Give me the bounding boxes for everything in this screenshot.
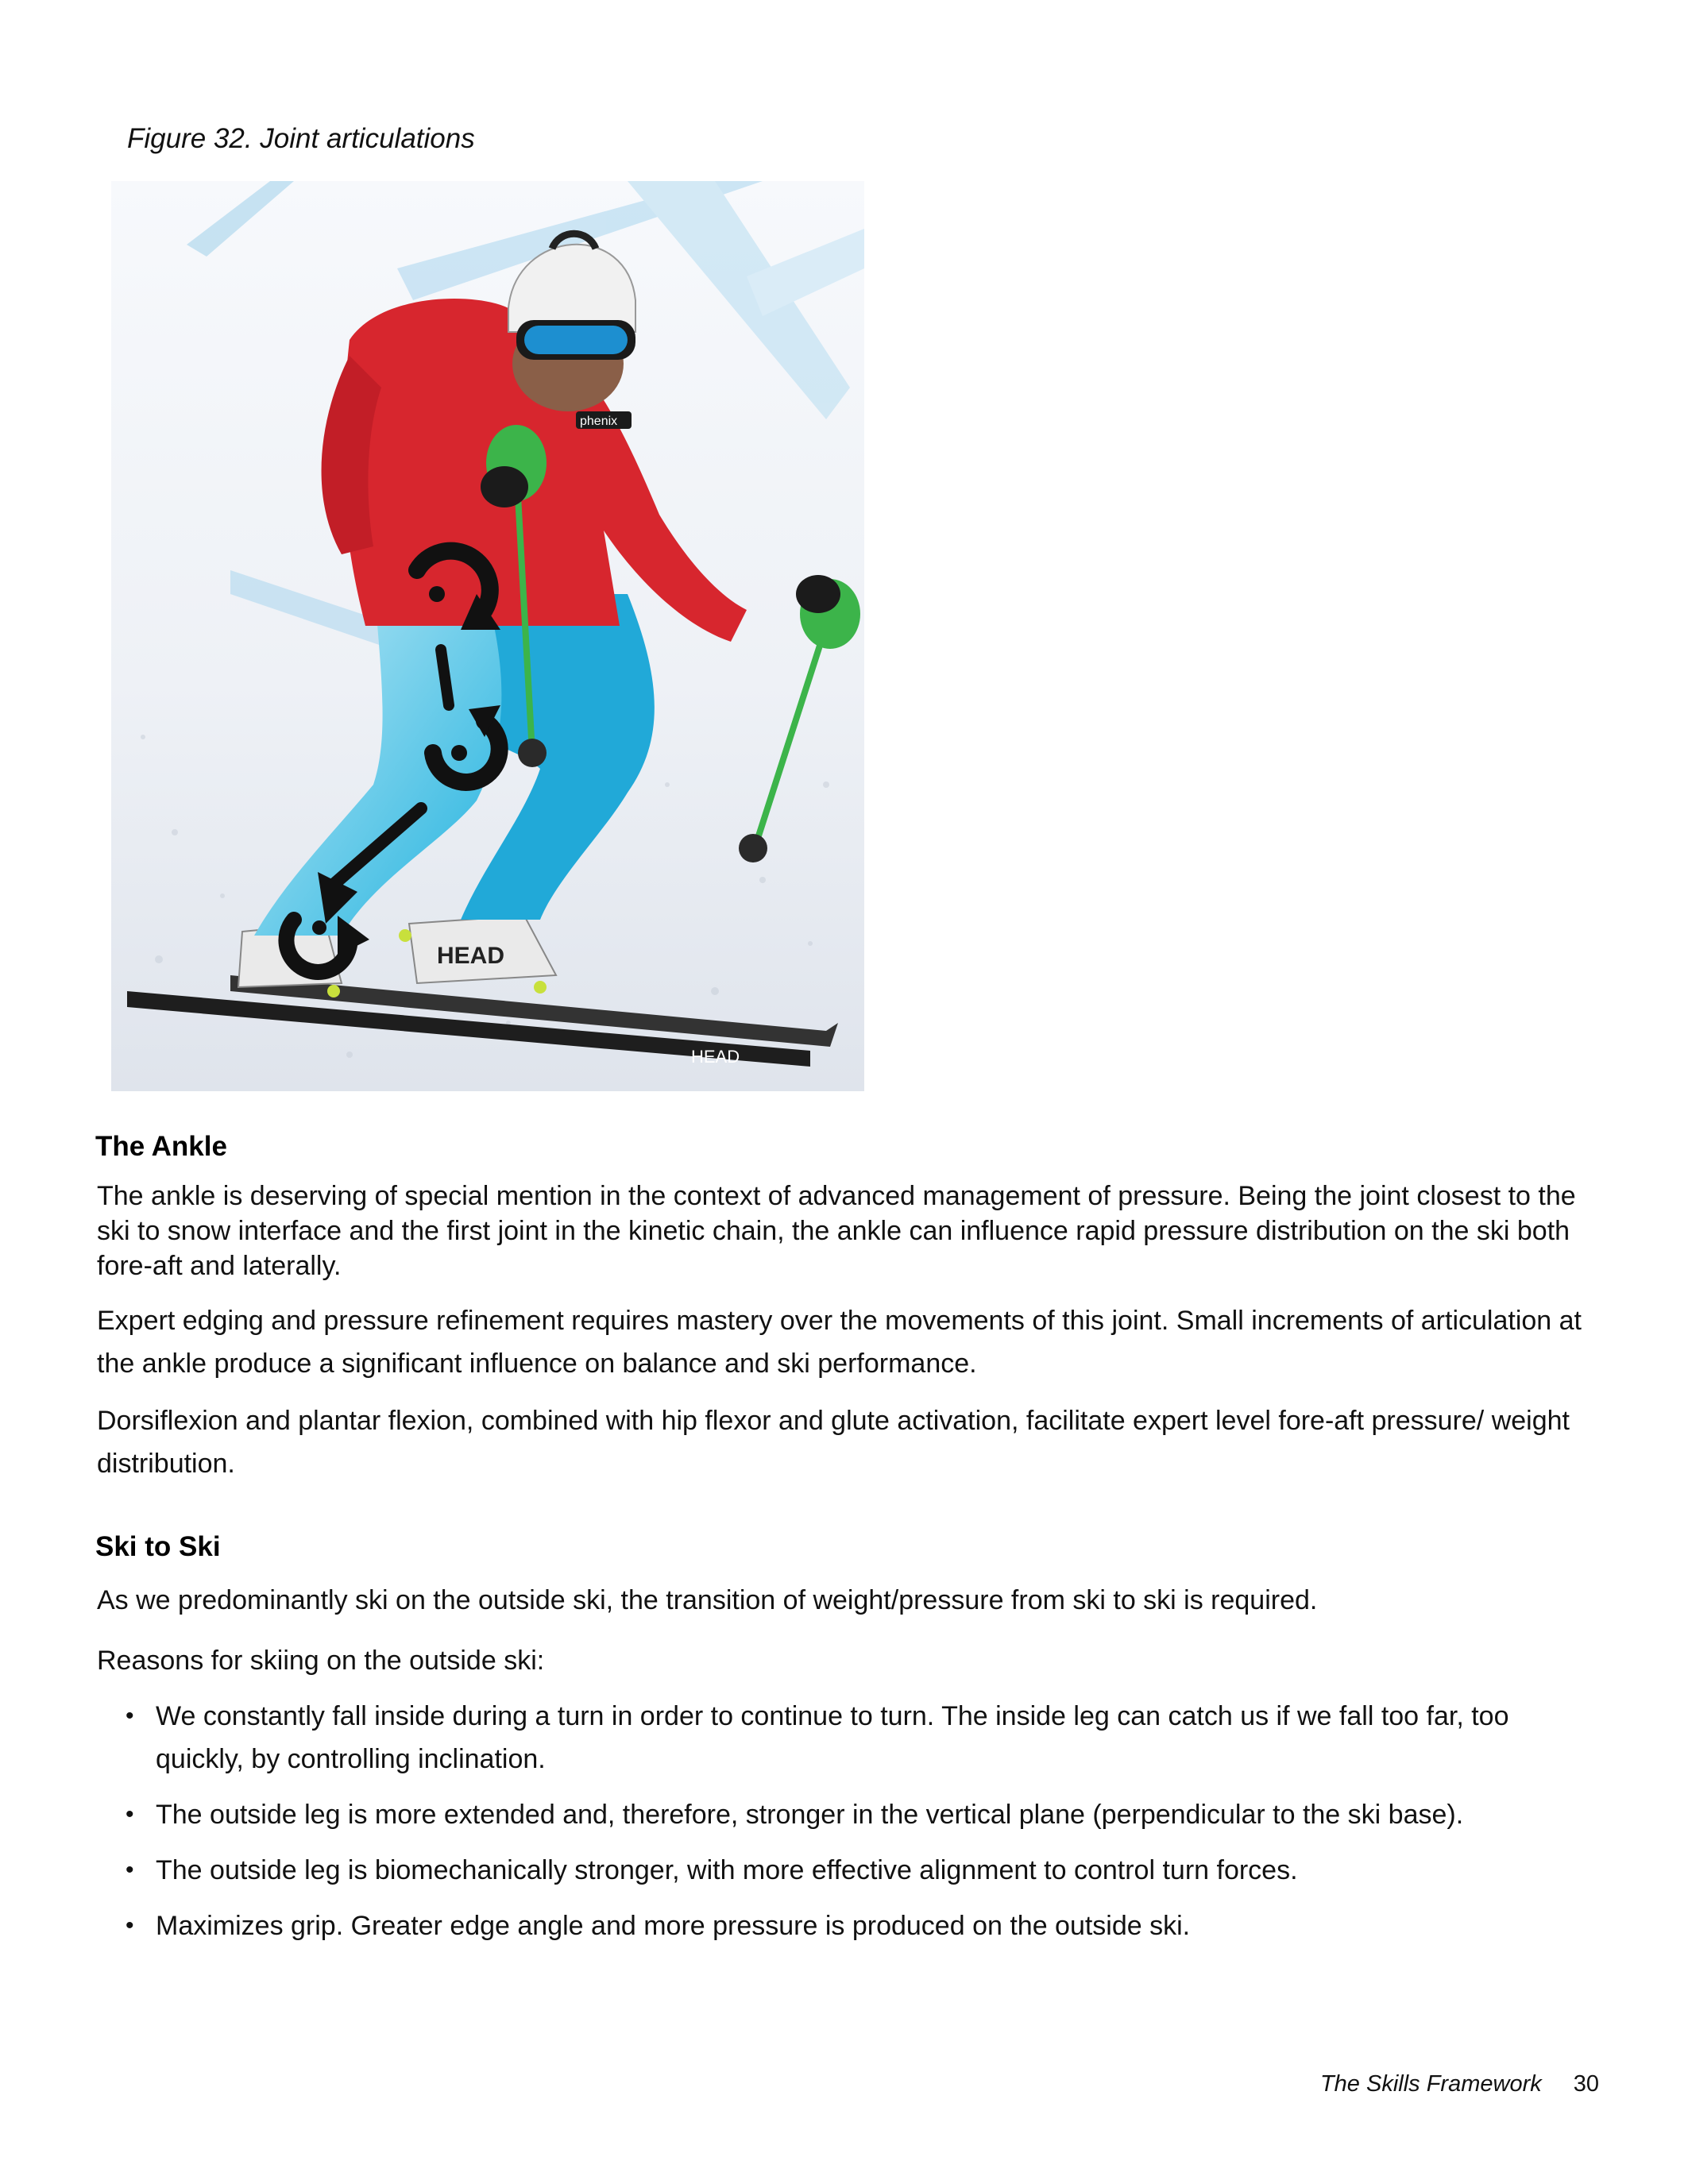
bullet-icon: • — [126, 1912, 134, 1939]
page-footer — [1320, 2071, 1599, 2097]
list-item-text: The outside leg is more extended and, therefore, stronger in the vertical plane (perpendicular to the ski base). — [156, 1800, 1464, 1830]
ski-brand-label: HEAD — [691, 1047, 740, 1067]
ski-to-ski-paragraph-2: Reasons for skiing on the outside ski: — [97, 1646, 545, 1676]
ankle-paragraph-2: Expert edging and pressure refinement requires mastery over the movements of this joint. Small increments of articulation at the ankle produce a significant influence on balance and ski performance. — [97, 1306, 1582, 1379]
reasons-bullet-list — [97, 1695, 1590, 1960]
figure-caption: Figure 32. Joint articulations — [127, 123, 475, 154]
page-number: 30 — [1573, 2071, 1599, 2097]
boot-brand-label: HEAD — [437, 943, 505, 969]
list-item — [97, 1695, 1590, 1781]
list-item-text: We constantly fall inside during a turn in order to continue to turn. The inside leg can catch us if we fall too far, too quickly, by controlling inclination. — [156, 1701, 1509, 1774]
bullet-icon: • — [126, 1703, 134, 1729]
list-item-text: Maximizes grip. Greater edge angle and more pressure is produced on the outside ski. — [156, 1911, 1191, 1941]
list-item — [97, 1904, 1590, 1947]
bullet-icon: • — [126, 1857, 134, 1883]
ankle-paragraph-3: Dorsiflexion and plantar flexion, combined with hip flexor and glute activation, facilitate expert level fore-aft pressure/ weight distribution. — [97, 1406, 1570, 1479]
ski-to-ski-paragraph-1: As we predominantly ski on the outside ski, the transition of weight/pressure from ski to ski is required. — [97, 1585, 1318, 1615]
figure-skier-illustration — [111, 181, 864, 1091]
section-heading-ankle: The Ankle — [95, 1131, 227, 1162]
list-item — [97, 1849, 1590, 1892]
bullet-icon: • — [126, 1801, 134, 1827]
footer-title: The Skills Framework — [1319, 2071, 1542, 2097]
jacket-brand-label: phenix — [580, 415, 618, 428]
list-item — [97, 1793, 1590, 1836]
ankle-paragraph-1: The ankle is deserving of special mention in the context of advanced management of pressure. Being the joint closest to the ski to snow interface and the first joint in the kinetic chain, the ankle can influence rapid pressure distribution on the ski both fore-aft and laterally. — [97, 1181, 1576, 1281]
list-item-text: The outside leg is biomechanically stronger, with more effective alignment to control turn forces. — [156, 1855, 1298, 1885]
section-heading-ski-to-ski: Ski to Ski — [95, 1531, 221, 1562]
